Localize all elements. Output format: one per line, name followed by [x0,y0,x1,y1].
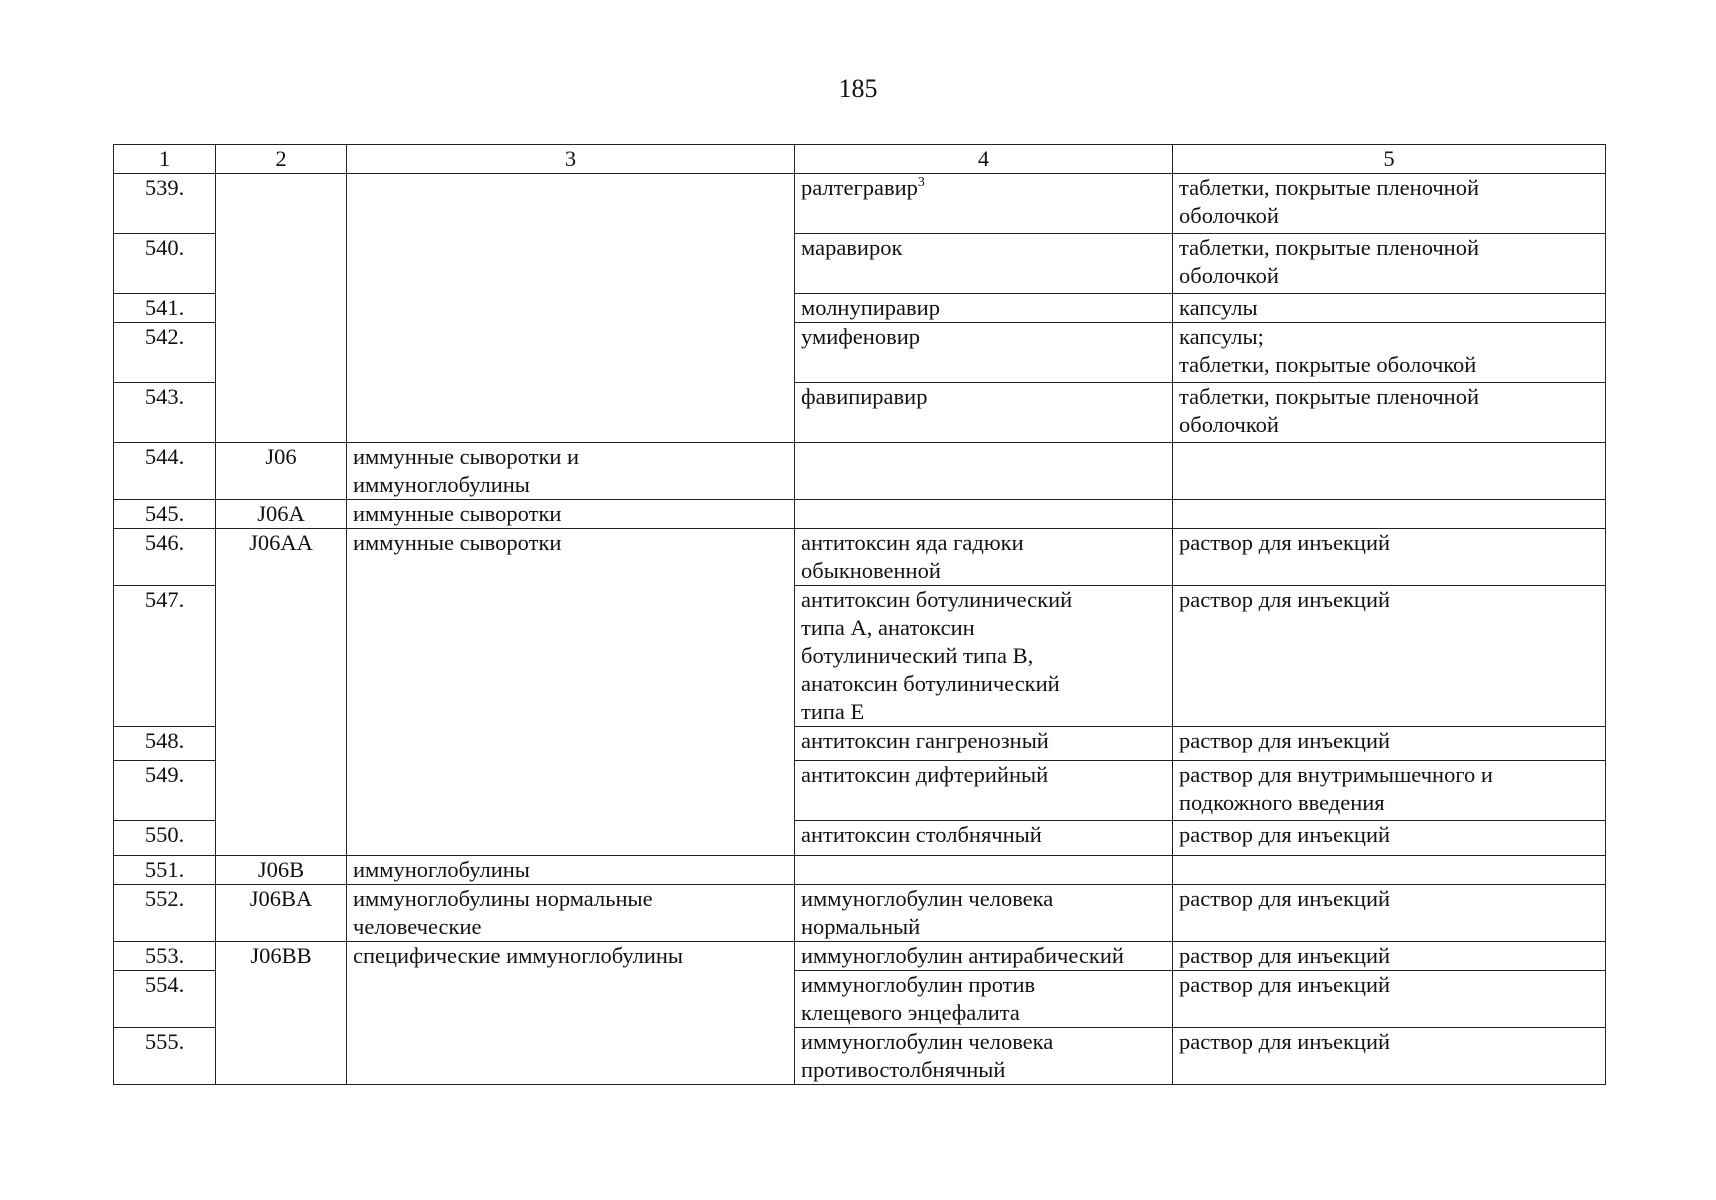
cell-text-line: таблетки, покрытые оболочкой [1179,352,1477,377]
table-row [114,500,1606,529]
cell-text-line: нормальный [801,914,921,939]
cell-atc-code [216,174,347,443]
cell-drug-name [795,174,1173,234]
cell-dosage-form [1173,323,1606,383]
cell-text-line: антитоксин дифтерийный [801,762,1049,787]
cell-text-line: раствор для инъекций [1179,728,1391,753]
cell-text-line: умифеновир [801,324,921,349]
cell-row-number: 539. [114,174,216,234]
cell-drug-name [795,500,1173,529]
header-col-3: 3 [347,145,795,174]
cell-group-name [347,443,795,500]
cell-drug-name [795,1028,1173,1085]
cell-group-name [347,856,795,885]
cell-text-line: антитоксин яда гадюки [801,530,1024,555]
cell-text-line: типа A, анатоксин [801,615,975,640]
cell-text-line: иммуноглобулины [353,472,530,497]
table-row [114,443,1606,500]
cell-dosage-form [1173,821,1606,856]
cell-dosage-form [1173,443,1606,500]
table-row [114,885,1606,942]
header-col-2: 2 [216,145,347,174]
cell-text-line: антитоксин столбнячный [801,822,1042,847]
cell-row-number: 543. [114,383,216,443]
cell-atc-code: J06 [216,443,347,500]
cell-text-line: капсулы; [1179,324,1264,349]
cell-text-line: анатоксин ботулинический [801,671,1060,696]
cell-text-line: иммуноглобулин против [801,972,1036,997]
cell-dosage-form [1173,174,1606,234]
header-row [114,145,1606,174]
cell-dosage-form [1173,727,1606,761]
cell-dosage-form [1173,500,1606,529]
table-row [114,856,1606,885]
cell-drug-name [795,234,1173,294]
cell-text-line: раствор для инъекций [1179,587,1391,612]
cell-drug-name [795,586,1173,727]
cell-row-number: 541. [114,294,216,323]
cell-atc-code: J06A [216,500,347,529]
cell-text-line: специфические иммуноглобулины [353,943,684,968]
cell-row-number: 550. [114,821,216,856]
cell-dosage-form [1173,761,1606,821]
cell-text-line: клещевого энцефалита [801,1000,1020,1025]
header-col-5: 5 [1173,145,1606,174]
cell-row-number: 549. [114,761,216,821]
cell-text-line: ботулинический типа B, [801,643,1034,668]
cell-row-number: 552. [114,885,216,942]
cell-text-line: иммунные сыворотки и [353,444,580,469]
cell-text-line: таблетки, покрытые пленочной [1179,175,1480,200]
cell-dosage-form [1173,234,1606,294]
cell-row-number: 554. [114,971,216,1028]
drug-table [113,144,1606,1085]
cell-atc-code: J06BA [216,885,347,942]
cell-text-line: иммуноглобулин человека [801,886,1054,911]
cell-group-name [347,174,795,443]
cell-atc-code: J06B [216,856,347,885]
cell-group-name [347,500,795,529]
cell-text-line: оболочкой [1179,203,1279,228]
cell-group-name [347,885,795,942]
cell-row-number: 546. [114,529,216,586]
table-row [114,529,1606,586]
cell-text-line: человеческие [353,914,482,939]
cell-text-line: типа E [801,699,865,724]
cell-drug-name [795,761,1173,821]
cell-text-line: раствор для внутримышечного и [1179,762,1493,787]
cell-row-number: 542. [114,323,216,383]
cell-dosage-form [1173,885,1606,942]
cell-dosage-form [1173,942,1606,971]
cell-text-line: иммунные сыворотки [353,530,562,555]
cell-atc-code: J06AA [216,529,347,856]
cell-dosage-form [1173,1028,1606,1085]
cell-text-line: маравирок [801,235,903,260]
cell-text-line: оболочкой [1179,263,1279,288]
cell-text-line: раствор для инъекций [1179,886,1391,911]
cell-row-number: 551. [114,856,216,885]
table-row [114,942,1606,971]
cell-drug-name [795,383,1173,443]
cell-text-line: антитоксин ботулинический [801,587,1073,612]
cell-group-name [347,942,795,1085]
cell-row-number: 555. [114,1028,216,1085]
header-col-4: 4 [795,145,1173,174]
cell-text-line: раствор для инъекций [1179,822,1391,847]
table-body [114,174,1606,1085]
cell-drug-name [795,885,1173,942]
cell-dosage-form [1173,971,1606,1028]
cell-row-number: 545. [114,500,216,529]
cell-text-line: раствор для инъекций [1179,972,1391,997]
cell-row-number: 540. [114,234,216,294]
cell-drug-name [795,323,1173,383]
cell-text-line: иммуноглобулин антирабический [801,943,1124,968]
cell-text-line: иммуноглобулины [353,857,530,882]
cell-text-line: раствор для инъекций [1179,1029,1391,1054]
cell-dosage-form [1173,856,1606,885]
page-number: 185 [838,74,878,103]
cell-dosage-form [1173,529,1606,586]
cell-text-line: раствор для инъекций [1179,530,1391,555]
header-col-1: 1 [114,145,216,174]
cell-text-line: оболочкой [1179,412,1279,437]
cell-drug-name [795,821,1173,856]
cell-text-line: раствор для инъекций [1179,943,1391,968]
table-row [114,174,1606,234]
cell-row-number: 548. [114,727,216,761]
cell-row-number: 547. [114,586,216,727]
cell-drug-name [795,727,1173,761]
cell-drug-name [795,443,1173,500]
cell-dosage-form [1173,294,1606,323]
cell-drug-name [795,294,1173,323]
cell-text-line: ралтегравир [801,175,918,200]
cell-text-line: капсулы [1179,295,1258,320]
cell-text-line: противостолбнячный [801,1057,1006,1082]
cell-atc-code: J06BB [216,942,347,1085]
cell-drug-name [795,942,1173,971]
cell-text-line: молнупиравир [801,295,940,320]
cell-text-line: иммуноглобулины нормальные [353,886,653,911]
cell-text-line: таблетки, покрытые пленочной [1179,384,1480,409]
cell-text-line-wrap [801,174,1166,202]
cell-drug-name [795,971,1173,1028]
cell-group-name [347,529,795,856]
cell-text-line: обыкновенной [801,558,941,583]
cell-row-number: 544. [114,443,216,500]
cell-drug-name [795,856,1173,885]
cell-text-line: антитоксин гангренозный [801,728,1049,753]
cell-text-line: таблетки, покрытые пленочной [1179,235,1480,260]
cell-text-line: подкожного введения [1179,790,1385,815]
cell-text-line: фавипиравир [801,384,928,409]
cell-text-line: иммунные сыворотки [353,501,562,526]
cell-dosage-form [1173,383,1606,443]
cell-drug-name [795,529,1173,586]
cell-row-number: 553. [114,942,216,971]
footnote-marker: 3 [917,175,925,190]
cell-dosage-form [1173,586,1606,727]
cell-text-line: иммуноглобулин человека [801,1029,1054,1054]
